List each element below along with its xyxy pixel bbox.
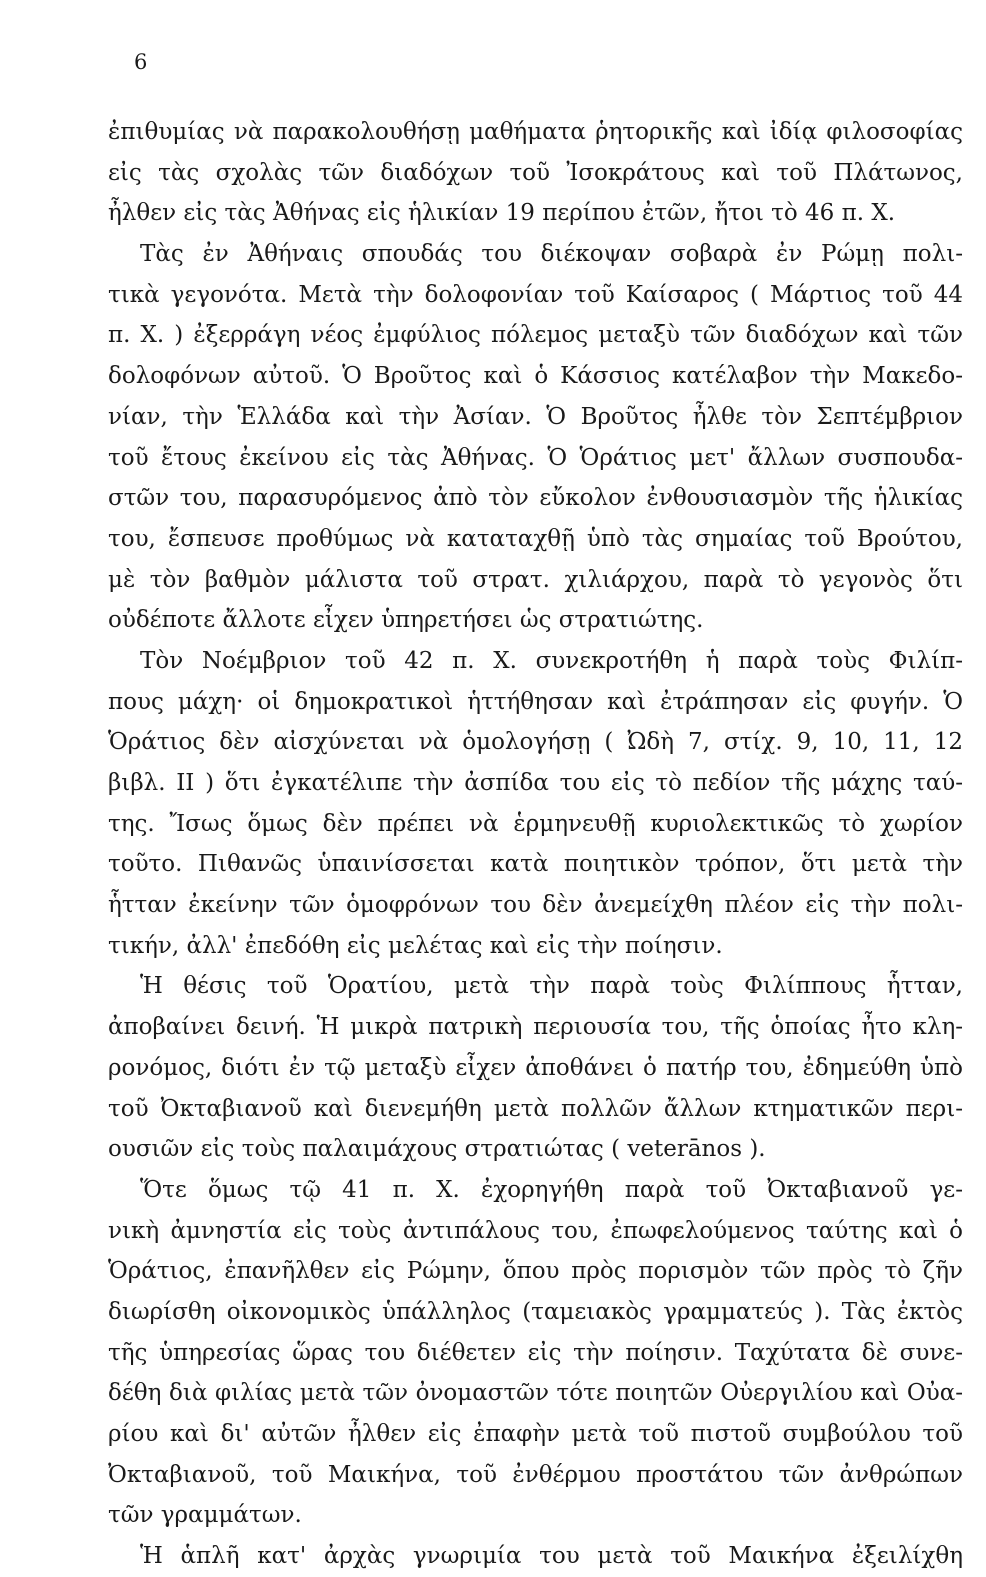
- text-line: ἦλθεν εἰς τὰς Ἀθήνας εἰς ἡλικίαν 19 περίπου ἐτῶν, ἤτοι τὸ 46 π. Χ.: [108, 200, 896, 227]
- text-line: οὐδέποτε ἄλλοτε εἶχεν ὑπηρετήσει ὡς στρατιώτης.: [108, 607, 704, 634]
- text-line: τικήν, ἀλλ' ἐπεδόθη εἰς μελέτας καὶ εἰς τὴν ποίησιν.: [108, 932, 723, 959]
- text-line: δολοφόνων αὐτοῦ. Ὁ Βροῦτος καὶ ὁ Κάσσιος κατέλαβον τὴν Μακεδο-: [108, 363, 963, 390]
- text-line: Ἡ θέσις τοῦ Ὁρατίου, μετὰ τὴν παρὰ τοὺς Φιλίππους ἧτταν,: [140, 973, 963, 1000]
- text-line: διωρίσθη οἰκονομικὸς ὑπάλληλος (ταμειακὸς γραμματεύς ). Τὰς ἐκτὸς: [108, 1298, 963, 1325]
- text-line: πους μάχη· οἱ δημοκρατικοὶ ἡττήθησαν καὶ ἐτράπησαν εἰς φυγήν. Ὁ: [108, 688, 963, 715]
- text-line: βιβλ. II ) ὅτι ἐγκατέλιπε τὴν ἀσπίδα του εἰς τὸ πεδίον τῆς μάχης ταύ-: [108, 770, 963, 796]
- text-line: ἧτταν ἐκείνην τῶν ὁμοφρόνων του δὲν ἀνεμείχθη πλέον εἰς τὴν πολι-: [108, 892, 963, 919]
- text-line: τοῦ ἔτους ἐκείνου εἰς τὰς Ἀθήνας. Ὁ Ὁράτιος μετ' ἄλλων συσπουδα-: [108, 444, 963, 471]
- text-line: ρονόμος, διότι ἐν τῷ μεταξὺ εἶχεν ἀποθάνει ὁ πατήρ του, ἐδημεύθη ὑπὸ: [108, 1054, 963, 1081]
- page-number: 6: [134, 50, 148, 74]
- text-line: δέθη διὰ φιλίας μετὰ τῶν ὀνομαστῶν τότε ποιητῶν Οὐεργιλίου καὶ Οὐα-: [108, 1380, 963, 1407]
- text-line: μὲ τὸν βαθμὸν μάλιστα τοῦ στρατ. χιλιάρχου, παρὰ τὸ γεγονὸς ὅτι: [108, 566, 963, 593]
- text-line: ἀποβαίνει δεινή. Ἡ μικρὰ πατρικὴ περιουσία του, τῆς ὁποίας ἦτο κλη-: [108, 1014, 963, 1041]
- text-line: Ὅτε ὅμως τῷ 41 π. Χ. ἐχορηγήθη παρὰ τοῦ Ὀκταβιανοῦ γε-: [140, 1176, 963, 1203]
- text-line: της. Ἴσως ὅμως δὲν πρέπει νὰ ἑρμηνευθῇ κυριολεκτικῶς τὸ χωρίον: [108, 810, 963, 837]
- text-line: Τὰς ἐν Ἀθήναις σπουδάς του διέκοψαν σοβαρὰ ἐν Ρώμῃ πολι-: [140, 241, 963, 268]
- text-line: ουσιῶν εἰς τοὺς παλαιμάχους στρατιώτας ( veterānos ).: [108, 1136, 766, 1163]
- text-line: τικὰ γεγονότα. Μετὰ τὴν δολοφονίαν τοῦ Καίσαρος ( Μάρτιος τοῦ 44: [108, 281, 963, 308]
- text-line: εἰς τὰς σχολὰς τῶν διαδόχων τοῦ Ἰσοκράτους καὶ τοῦ Πλάτωνος,: [108, 159, 963, 186]
- text-line: Ὁράτιος δὲν αἰσχύνεται νὰ ὁμολογήσῃ ( Ὠδὴ 7, στίχ. 9, 10, 11, 12: [108, 729, 963, 756]
- text-line: Ἡ ἁπλῆ κατ' ἀρχὰς γνωριμία του μετὰ τοῦ Μαικήνα ἐξειλίχθη: [140, 1543, 963, 1570]
- text-line: τῶν γραμμάτων.: [108, 1502, 302, 1529]
- text-line: νίαν, τὴν Ἑλλάδα καὶ τὴν Ἀσίαν. Ὁ Βροῦτος ἦλθε τὸν Σεπτέμβριον: [108, 403, 963, 430]
- text-line: τοῦτο. Πιθανῶς ὑπαινίσσεται κατὰ ποιητικὸν τρόπον, ὅτι μετὰ τὴν: [108, 851, 963, 878]
- text-line: Τὸν Νοέμβριον τοῦ 42 π. Χ. συνεκροτήθη ἡ παρὰ τοὺς Φιλίπ-: [140, 647, 963, 674]
- text-line: ἐπιθυμίας νὰ παρακολουθήσῃ μαθήματα ῥητορικῆς καὶ ἰδίᾳ φιλοσοφίας: [108, 119, 963, 145]
- text-line: τῆς ὑπηρεσίας ὥρας του διέθετεν εἰς τὴν ποίησιν. Ταχύτατα δὲ συνε-: [108, 1339, 963, 1366]
- text-line: τοῦ Ὀκταβιανοῦ καὶ διενεμήθη μετὰ πολλῶν ἄλλων κτηματικῶν περι-: [108, 1095, 963, 1122]
- body-text: [108, 112, 963, 1577]
- text-line: Ὁράτιος, ἐπανῆλθεν εἰς Ρώμην, ὅπου πρὸς πορισμὸν τῶν πρὸς τὸ ζῆν: [108, 1258, 963, 1285]
- text-line: νικὴ ἀμνηστία εἰς τοὺς ἀντιπάλους του, ἐπωφελούμενος ταύτης καὶ ὁ: [108, 1217, 963, 1244]
- text-line: του, ἔσπευσε προθύμως νὰ καταταχθῇ ὑπὸ τὰς σημαίας τοῦ Βρούτου,: [108, 525, 963, 552]
- text-line: ρίου καὶ δι' αὐτῶν ἦλθεν εἰς ἐπαφὴν μετὰ τοῦ πιστοῦ συμβούλου τοῦ: [108, 1421, 963, 1447]
- text-line: Ὀκταβιανοῦ, τοῦ Μαικήνα, τοῦ ἐνθέρμου προστάτου τῶν ἀνθρώπων: [108, 1461, 963, 1488]
- text-line: π. Χ. ) ἐξερράγη νέος ἐμφύλιος πόλεμος μεταξὺ τῶν διαδόχων καὶ τῶν: [108, 322, 963, 349]
- text-line: στῶν του, παρασυρόμενος ἀπὸ τὸν εὔκολον ἐνθουσιασμὸν τῆς ἡλικίας: [108, 485, 963, 512]
